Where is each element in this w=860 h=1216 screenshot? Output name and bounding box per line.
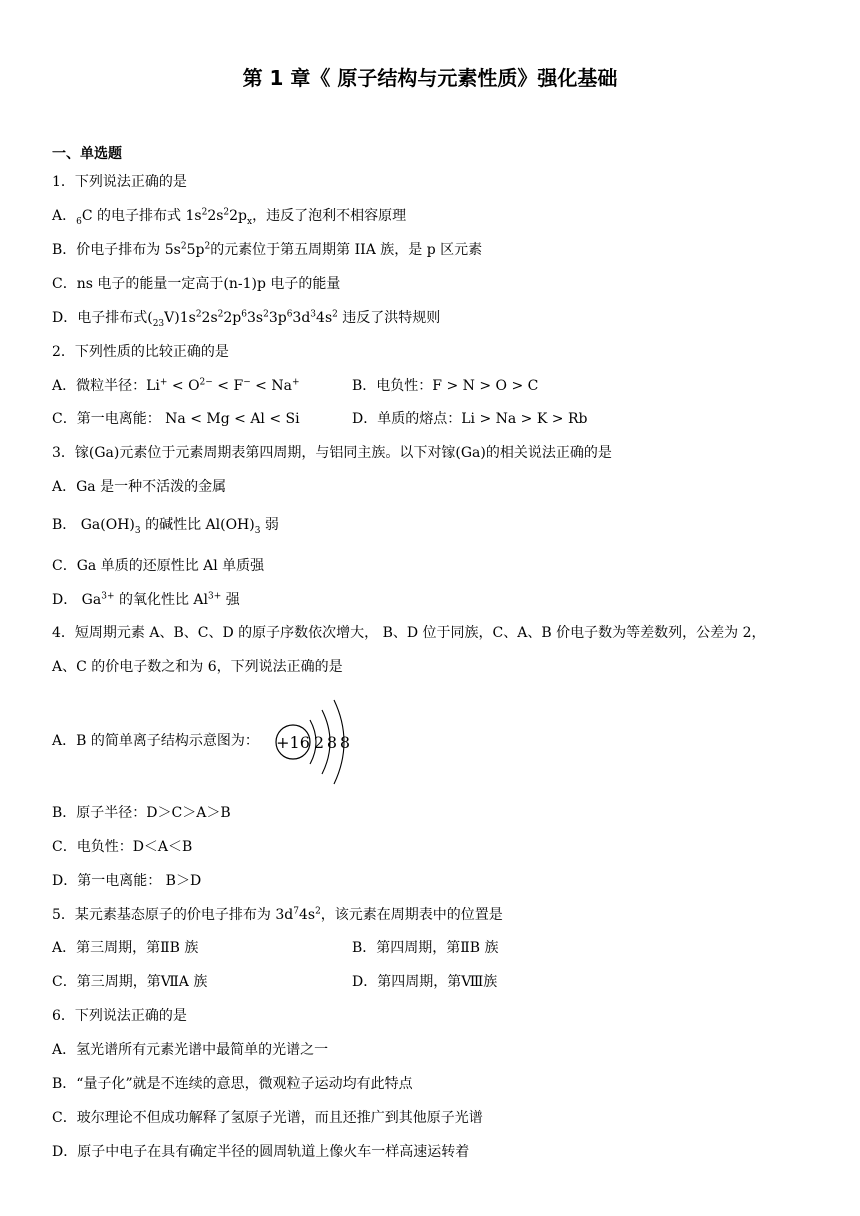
q6-option-c: C．玻尔理论不但成功解释了氢原子光谱，而且还推广到其他原子光谱 — [52, 1110, 483, 1126]
q2-option-a: A．微粒半径：$Li^+ < O^{2-} < F^- < Na^+$ — [52, 377, 300, 394]
shell-electrons-3: 8 — [339, 733, 351, 752]
q2-stem: 2．下列性质的比较正确的是 — [52, 344, 229, 360]
shell-electrons-2: 8 — [326, 733, 338, 752]
q3-option-a: A．Ga 是一种不活泼的金属 — [52, 479, 227, 495]
q6-stem: 6．下列说法正确的是 — [52, 1008, 187, 1024]
q4-option-d: D．第一电离能： B＞D — [52, 873, 202, 889]
q4-stem-line1: 4．短周期元素 A、B、C、D 的原子序数依次增大， B、D 位于同族，C、A、B 价电子数为等差数列，公差为 2， — [52, 625, 766, 641]
q1-stem: 1．下列说法正确的是 — [52, 174, 187, 190]
ion-structure-diagram — [270, 692, 360, 788]
q1-option-d: D．电子排布式$(_{23}V)1s^22s^22p^63s^23p^63d^34s^2$ 违反了洪特规则 — [52, 309, 441, 329]
q4-option-a: A．B 的简单离子结构示意图为： — [52, 733, 259, 749]
q5-option-d: D．第四周期，第Ⅷ族 — [352, 974, 498, 990]
q2-option-b: B．电负性：F > N > O > C — [352, 378, 539, 394]
page-title: 第 1 章《 原子结构与元素性质》强化基础 — [242, 66, 618, 90]
q3-option-c: C．Ga 单质的还原性比 Al 单质强 — [52, 558, 265, 574]
q1-option-b: B．价电子排布为 $5s^25p^2$的元素位于第五周期第 IIA 族，是 p 区元素 — [52, 241, 483, 258]
q2-option-c: C．第一电离能： Na < Mg < Al < Si — [52, 411, 300, 427]
q6-option-d: D．原子中电子在具有确定半径的圆周轨道上像火车一样高速运转着 — [52, 1144, 470, 1160]
q5-option-a: A．第三周期，第ⅡB 族 — [52, 940, 199, 956]
q3-option-b: B． $Ga(OH)_3$ 的碱性比 $Al(OH)_3$ 弱 — [52, 517, 279, 536]
q1-option-c: C．ns 电子的能量一定高于(n-1)p 电子的能量 — [52, 276, 341, 292]
q5-option-c: C．第三周期，第ⅦA 族 — [52, 974, 208, 990]
nucleus-charge: +16 — [276, 733, 310, 752]
q5-stem: 5．某元素基态原子的价电子排布为 $3d^74s^2$，该元素在周期表中的位置是 — [52, 906, 503, 923]
q6-option-b: B．“量子化”就是不连续的意思，微观粒子运动均有此特点 — [52, 1076, 413, 1092]
q4-option-c: C．电负性：D＜A＜B — [52, 839, 193, 855]
q1-option-a: A．$_6$C 的电子排布式 $1s^22s^22p_x$，违反了泡利不相容原理 — [52, 207, 407, 227]
q4-stem-line2: A、C 的价电子数之和为 6，下列说法正确的是 — [52, 659, 343, 675]
q4-option-b: B．原子半径：D＞C＞A＞B — [52, 805, 231, 821]
section-heading: 一、单选题 — [52, 146, 122, 162]
shell-electrons-1: 2 — [313, 733, 325, 752]
q5-option-b: B．第四周期，第ⅡB 族 — [352, 940, 499, 956]
q3-option-d: D． $Ga^{3+}$ 的氧化性比 $Al^{3+}$ 强 — [52, 591, 240, 608]
q6-option-a: A．氢光谱所有元素光谱中最简单的光谱之一 — [52, 1042, 329, 1058]
q2-option-d: D．单质的熔点：Li > Na > K > Rb — [352, 411, 588, 427]
q3-stem: 3．镓(Ga)元素位于元素周期表第四周期，与铝同主族。以下对镓(Ga)的相关说法正确的是 — [52, 445, 612, 461]
